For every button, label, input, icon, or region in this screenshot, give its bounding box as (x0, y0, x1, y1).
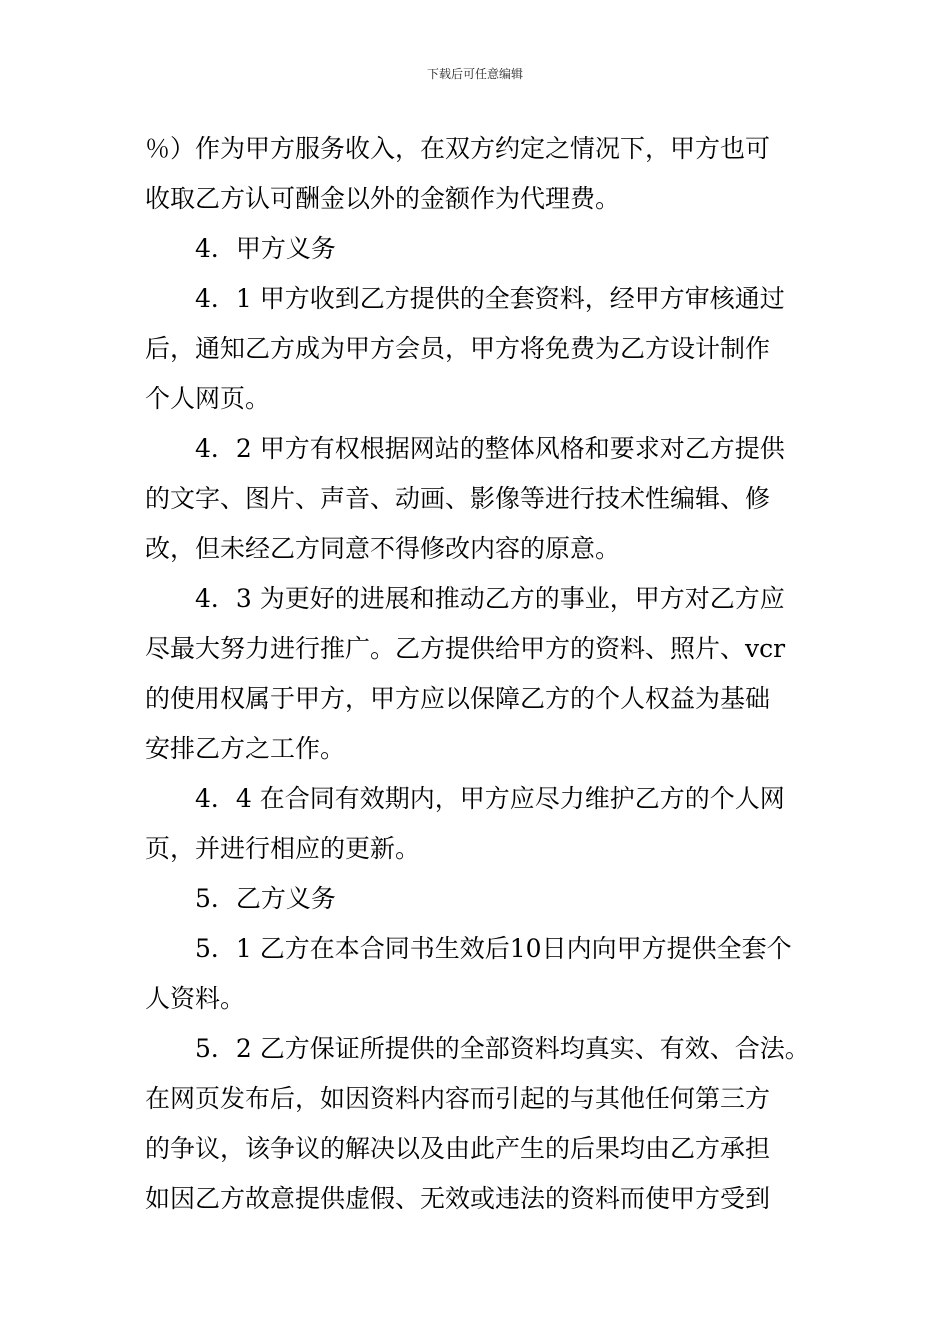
page-header: 下载后可任意编辑 (426, 67, 523, 81)
text-line: 个人网页。 (145, 384, 271, 413)
text-line: 的使用权属于甲方，甲方应以保障乙方的个人权益为基础 (145, 684, 771, 713)
text-line: 在网页发布后，如因资料内容而引起的与其他任何第三方 (145, 1084, 771, 1113)
text-line: 尽最大努力进行推广。乙方提供给甲方的资料、照片、vcr (145, 634, 786, 663)
text-line: 如因乙方故意提供虚假、无效或违法的资料而使甲方受到 (145, 1184, 771, 1213)
paragraph (145, 574, 810, 774)
text-line: 4．甲方义务 (195, 234, 336, 263)
text-line: 4．2 甲方有权根据网站的整体风格和要求对乙方提供 (195, 434, 785, 463)
text-line: 收取乙方认可酬金以外的金额作为代理费。 (145, 184, 621, 213)
text-line: 的争议，该争议的解决以及由此产生的后果均由乙方承担 (145, 1134, 771, 1163)
paragraph (145, 774, 810, 874)
paragraph (145, 224, 810, 274)
text-line: 安排乙方之工作。 (145, 734, 346, 763)
text-line: 4．3 为更好的进展和推动乙方的事业，甲方对乙方应 (195, 584, 785, 613)
paragraph (145, 874, 810, 924)
paragraph (145, 924, 810, 1024)
paragraph (145, 1024, 810, 1224)
text-line: 5．1 乙方在本合同书生效后10日内向甲方提供全套个 (195, 934, 792, 963)
text-line: 4．1 甲方收到乙方提供的全套资料，经甲方审核通过 (195, 284, 785, 313)
text-line: 5．2 乙方保证所提供的全部资料均真实、有效、合法。 (195, 1034, 810, 1063)
text-line: 改，但未经乙方同意不得修改内容的原意。 (145, 534, 621, 563)
text-line: 页，并进行相应的更新。 (145, 834, 421, 863)
text-line: 4．4 在合同有效期内，甲方应尽力维护乙方的个人网 (195, 784, 785, 813)
text-line: 的文字、图片、声音、动画、影像等进行技术性编辑、修 (145, 484, 771, 513)
text-line: 5．乙方义务 (195, 884, 336, 913)
paragraph (145, 124, 810, 224)
paragraph (145, 274, 810, 424)
paragraph (145, 424, 810, 574)
text-line: 后，通知乙方成为甲方会员，甲方将免费为乙方设计制作 (145, 334, 771, 363)
document-body (145, 124, 810, 1224)
text-line: ％）作为甲方服务收入，在双方约定之情况下，甲方也可 (145, 134, 771, 163)
text-line: 人资料。 (145, 984, 246, 1013)
